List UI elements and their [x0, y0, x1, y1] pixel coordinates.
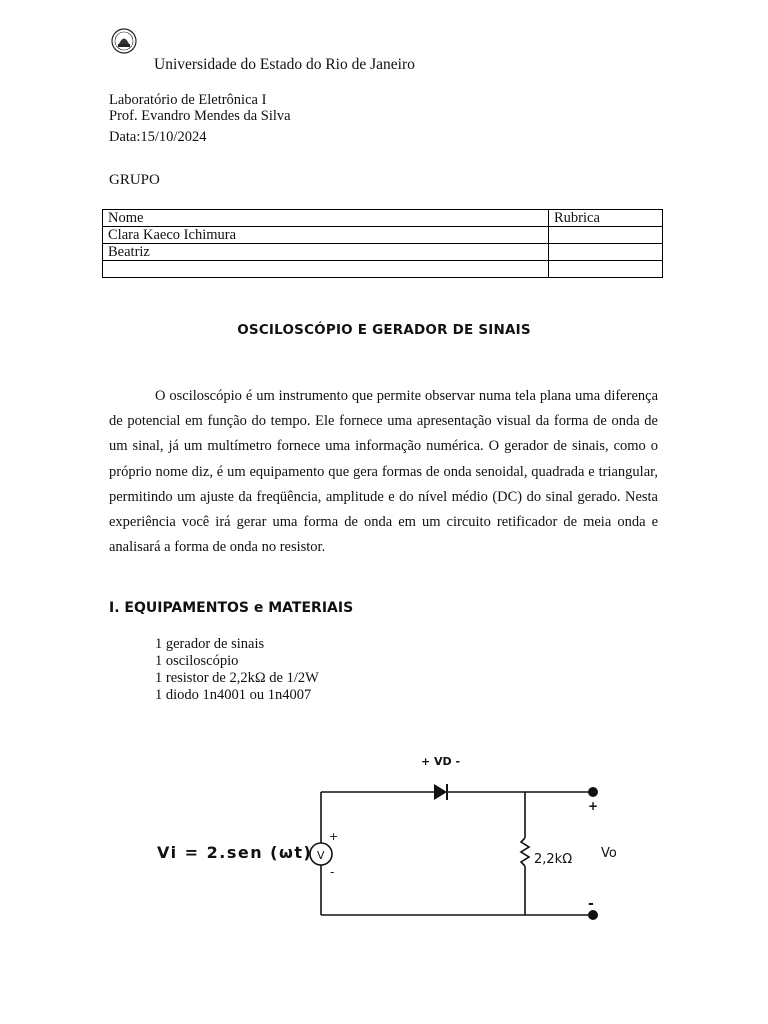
input-voltage-label: Vi = 2.sen (ωt) [157, 843, 313, 862]
output-terminal-plus-icon [588, 787, 598, 797]
source-symbol: V [317, 849, 325, 862]
table-header-signature: Rubrica [549, 210, 663, 227]
diode-voltage-label: + VD - [421, 755, 461, 768]
university-logo [110, 27, 138, 55]
list-item: 1 resistor de 2,2kΩ de 1/2W [155, 670, 319, 686]
resistor-label: 2,2kΩ [534, 852, 573, 867]
member-signature [549, 227, 663, 244]
document-title: OSCILOSCÓPIO E GERADOR DE SINAIS [237, 322, 531, 338]
course-name: Laboratório de Eletrônica I [109, 92, 267, 108]
member-name: Clara Kaeco Ichimura [103, 227, 549, 244]
university-name: Universidade do Estado do Rio de Janeiro [154, 56, 415, 73]
intro-text: O osciloscópio é um instrumento que permite observar numa tela plana uma diferença de potencial em função do tempo. Ele fornece uma apresentação visual da forma de onda de um sinal, já um multímetro fornece uma informação numérica. O gerador de sinais, como o próprio nome diz, é um equipamento que gera formas de onda senoidal, quadrada e triangular, permitindo um ajuste da freqüência, amplitude e do nível médio (DC) do sinal gerado. Nesta experiência você irá gerar uma forma de onda em um circuito retificador de meia onda e analisará a forma de onda no resistor. [109, 388, 658, 556]
output-minus-sign: - [588, 896, 594, 912]
table-row [103, 227, 663, 244]
diode-icon [434, 784, 447, 800]
resistor-icon [521, 838, 529, 866]
section-heading: I. EQUIPAMENTOS e MATERIAIS [109, 600, 354, 616]
member-name [103, 261, 549, 278]
output-plus-sign: + [588, 799, 599, 813]
source-minus-sign: - [330, 865, 335, 879]
member-signature [549, 261, 663, 278]
group-table [102, 209, 663, 278]
circuit-diagram [140, 745, 620, 935]
table-row [103, 244, 663, 261]
output-voltage-label: Vo [601, 846, 617, 861]
table-header-row [103, 210, 663, 227]
table-row [103, 261, 663, 278]
source-plus-sign: + [329, 830, 339, 843]
list-item: 1 gerador de sinais [155, 636, 265, 652]
member-name: Beatriz [103, 244, 549, 261]
member-signature [549, 244, 663, 261]
intro-paragraph [109, 384, 658, 560]
list-item: 1 diodo 1n4001 ou 1n4007 [155, 687, 312, 703]
date-line: Data:15/10/2024 [109, 129, 207, 145]
list-item: 1 osciloscópio [155, 653, 239, 669]
table-header-name: Nome [103, 210, 549, 227]
group-label: GRUPO [109, 172, 160, 188]
professor-name: Prof. Evandro Mendes da Silva [109, 108, 291, 124]
materials-list [155, 636, 319, 704]
